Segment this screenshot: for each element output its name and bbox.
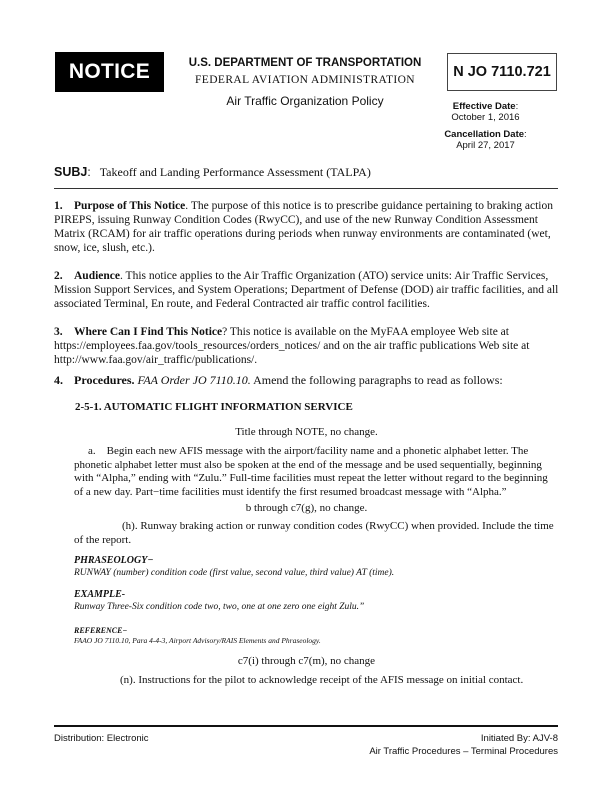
title-note: Title through NOTE, no change.	[235, 426, 378, 438]
organization-name: Air Traffic Organization Policy	[226, 94, 384, 108]
section-number: 4.	[54, 373, 63, 387]
section-reference: FAA Order JO 7110.10.	[137, 373, 251, 387]
section-title: Purpose of This Notice	[74, 200, 186, 212]
cancellation-date-label: Cancellation Date:	[444, 129, 527, 140]
section-text: ? This notice is available on the MyFAA employee Web site at https://employees.faa.gov/tools_resources/orders_notices/ and on the air traffic publications Web site at http://www.faa.gov/air_traffic/publications/.	[54, 326, 530, 366]
section-title: Procedures.	[74, 373, 135, 387]
reference-text: FAAO JO 7110.10, Para 4-4-3, Airport Advisory/RAIS Elements and Phraseology.	[74, 636, 321, 645]
example-text: Runway Three-Six condition code two, two, one at one zero one eight Zulu.”	[74, 602, 365, 612]
section-audience	[54, 269, 559, 311]
administration-name: FEDERAL AVIATION ADMINISTRATION	[194, 74, 416, 86]
notice-badge: NOTICE	[55, 52, 164, 92]
effective-date-value: October 1, 2016	[451, 112, 520, 123]
phraseology-text: RUNWAY (number) condition code (first value, second value, third value) AT (time).	[74, 568, 395, 578]
office-name: Air Traffic Procedures – Terminal Procedures	[369, 746, 558, 757]
section-title: Audience	[74, 270, 120, 282]
section-purpose	[54, 199, 559, 255]
section-where-to-find	[54, 325, 559, 367]
c7-through-note: c7(i) through c7(m), no change	[237, 655, 376, 667]
footer-divider	[54, 725, 558, 727]
section-text: Amend the following paragraphs to read as follows:	[250, 373, 503, 387]
subject-label: SUBJ	[54, 165, 88, 179]
subject-line: SUBJ: Takeoff and Landing Performance Assessment (TALPA)	[54, 165, 371, 179]
section-procedures	[54, 373, 559, 387]
subject-divider	[54, 188, 558, 189]
phraseology-label: PHRASEOLOGY−	[74, 555, 154, 566]
order-number: N JO 7110.721	[447, 53, 557, 91]
item-a-text: Begin each new AFIS message with the airport/facility name and a phonetic alphabet letter. The phonetic alphabet letter must also be spoken at the end of the message and be used sequentially, beginning with “Alpha,” ending with “Zulu.” Full-time facilities must repeat the letter without regard to the beginning of a new day. Part−time facilities must identify the first resumed broadcast message with “Alpha.”	[74, 445, 548, 498]
section-title: Where Can I Find This Notice	[74, 326, 223, 338]
section-number: 2.	[54, 270, 63, 282]
item-h: (h). Runway braking action or runway condition codes (RwyCC) when provided. Include the time of the report.	[74, 520, 554, 546]
section-text: . The purpose of this notice is to prescribe guidance pertaining to braking action PIREPS, issuing Runway Condition Codes (RwyCC), and use of the new Runway Condition Assessment Matrix (RCAM) for air traffic operations during periods when runway environments are contaminated (wet, snow, ice, slush, etc.).	[54, 200, 553, 254]
cancellation-date-value: April 27, 2017	[456, 140, 515, 151]
effective-date-label: Effective Date:	[452, 101, 519, 112]
effective-label-text: Effective Date	[452, 101, 516, 112]
department-name: U.S. DEPARTMENT OF TRANSPORTATION	[188, 57, 422, 69]
example-label: EXAMPLE-	[74, 589, 126, 600]
subject-text: Takeoff and Landing Performance Assessment (TALPA)	[99, 165, 371, 179]
item-n: (n). Instructions for the pilot to acknowledge receipt of the AFIS message on initial contact.	[120, 674, 524, 686]
section-number: 1.	[54, 200, 63, 212]
item-a	[74, 445, 559, 499]
distribution: Distribution: Electronic	[54, 733, 149, 744]
item-a-label: a.	[88, 445, 96, 457]
section-text: . This notice applies to the Air Traffic Organization (ATO) service units: Air Traffic Services, Mission Support Services, and System Operations; Department of Defense (DOD) air traffic facilities, and all associated Terminal, En route, and Federal Contracted air traffic control facilities.	[54, 270, 559, 310]
section-number: 3.	[54, 326, 63, 338]
procedure-heading: 2-5-1. AUTOMATIC FLIGHT INFORMATION SERVICE	[75, 401, 353, 413]
initiated-by: Initiated By: AJV-8	[480, 733, 558, 744]
reference-label: REFERENCE−	[74, 626, 128, 635]
b-through-note: b through c7(g), no change.	[245, 502, 368, 514]
cancellation-label-text: Cancellation Date	[444, 129, 525, 140]
